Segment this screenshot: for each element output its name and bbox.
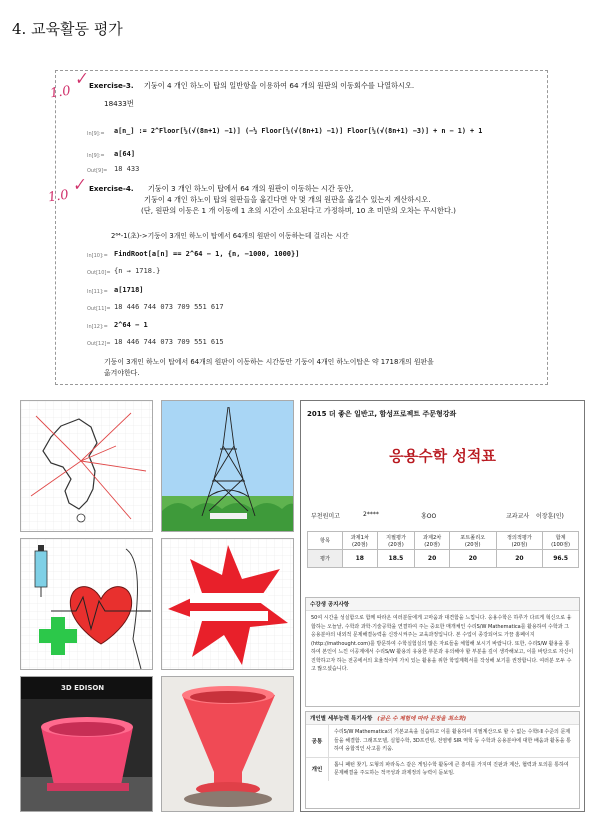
common-text: 수리S/W Mathematica의 기본교육을 실습하고 이를 활용하여 지필계산으로 할 수 없는 수학Ⅰ·Ⅱ 수준의 문제들을 해결함. 그래프모델, 실험수학, 3D프린팅, 전염병 SIR 역학 등 수학과 응용분야에 대한 배움과 활동을 통하여 융합적인 사고를 키움. bbox=[334, 729, 571, 752]
exercise-4-row bbox=[89, 184, 353, 194]
out12-value: 18 446 744 073 709 551 615 bbox=[114, 338, 224, 346]
col-head: 과제1차 (20점) bbox=[343, 532, 378, 550]
col-head: 합계 (100점) bbox=[543, 532, 579, 550]
out10-value: {n → 1718.} bbox=[114, 267, 161, 275]
korea-map-drawing bbox=[21, 401, 153, 532]
exercise-4-note: 2⁶⁴-1(초)->기둥이 3개인 하노이 탑에서 64개의 원판이 이동하는데 걸리는 시간 bbox=[111, 232, 349, 240]
report-card bbox=[300, 400, 585, 812]
page-heading: 4. 교육활동 평가 bbox=[12, 20, 123, 38]
score-cell: 20 bbox=[415, 550, 450, 568]
score-head-cell: 평가 bbox=[308, 550, 343, 568]
notebook-panel bbox=[47, 67, 548, 385]
medical-drawing-tile bbox=[20, 538, 153, 670]
conclusion-line2: 옮겨야한다. bbox=[104, 369, 140, 377]
report-card-header: 2015 더 좋은 일반고, 함성프로젝트 주문형강좌 bbox=[307, 410, 457, 418]
in12-code: 2^64 − 1 bbox=[114, 321, 148, 329]
pen-stroke-1: ✓ bbox=[72, 67, 89, 90]
school-name: 부천원미고 bbox=[311, 513, 340, 520]
exercise-3-row bbox=[89, 81, 414, 91]
in9-code: a[n_] := 2^Floor[½(√(8n+1) −1)] (−½ Floor[½(√(8n+1) −1)] Floor[½(√(8n+1) −3)] + n − 1) + 1 bbox=[114, 127, 483, 135]
student-number: 2**** bbox=[363, 511, 379, 518]
col-head: 정의적평가 (20점) bbox=[496, 532, 543, 550]
exercise-4-line3: (단, 원판의 이동은 1 개 이동에 1 초의 시간이 소요된다고 가정하며, 10 초 미만의 오차는 무시한다.) bbox=[141, 206, 456, 215]
personal-section bbox=[305, 711, 580, 809]
grade-mark-1: 1.0 bbox=[49, 83, 72, 102]
printer-logo: 3D EDISON bbox=[61, 684, 105, 692]
eiffel-tower-tile bbox=[161, 400, 294, 532]
report-card-title: 응용수학 성적표 bbox=[389, 447, 496, 465]
out11-value: 18 446 744 073 709 551 617 bbox=[114, 303, 224, 311]
score-cell: 20 bbox=[449, 550, 496, 568]
teacher-label: 교과교사 bbox=[506, 513, 530, 520]
score-table-row bbox=[308, 550, 579, 568]
exercise-4-line1: 기둥이 3 개인 하노이 탑에서 64 개의 원판이 이동하는 시간 동안, bbox=[147, 184, 354, 193]
out11-label: Out[11]= bbox=[87, 306, 111, 312]
exercise-4-line2: 기둥이 4 개인 하노이 탑의 원판들을 옮긴다면 약 몇 개의 원판을 옮길수 있는지 계산하시오. bbox=[144, 195, 431, 204]
in12-label: In[12]:= bbox=[87, 324, 108, 330]
individual-label: 개인 bbox=[306, 758, 329, 781]
score-cell: 20 bbox=[496, 550, 543, 568]
in11-label: In[11]:= bbox=[87, 289, 108, 295]
in9b-label: In[9]:= bbox=[87, 153, 105, 159]
score-cell: 18 bbox=[343, 550, 378, 568]
individual-row bbox=[306, 758, 579, 781]
pen-stroke-2: ✓ bbox=[70, 173, 87, 196]
grade-mark-2: 1.0 bbox=[47, 187, 70, 206]
score-table-header-row bbox=[308, 532, 579, 550]
exercise-4-title: Exercise-4. bbox=[89, 184, 134, 193]
printed-vase-tile bbox=[161, 676, 294, 812]
col-head: 과제2차 (20점) bbox=[415, 532, 450, 550]
notice-text: 50여 시간을 성실함으로 함께 따라온 여러분들에게 고마움과 대견함을 느낍니다. 응용수학은 하루가 다르게 혁신으로 융합하는 오늘날, 수학과 과학·기술공학을 연결하여 주는 중요한 매개체인 수리S/W Mathematica를 활용하여 수학과 그 응용분야의 내외적 문제해결능력을 신장시켜주는 교육과정입니다. 본 수업이 종강되어도 가끔 홈페이지(http://mathought.com)를 방문하여 수학실험실의 많은 자료들을 체험해 보시기 바랍니다. 또한, 수리S/W 활용을 통하여 본인이 느낀 이공계에서 수리S/W 활용의 유용한 부분과 유의해야 할 부분을 깊이 생각해보고, 이를 바탕으로 자신이 진학하고자 하는 전공에서의 효율적이며 가치 있는 활용을 위한 학업계획서를 작성해 보기를 권장합니다. 여러분 모두 수고 많으셨습니다. bbox=[311, 615, 574, 672]
printed-bowl-tile bbox=[20, 676, 153, 812]
printed-bowl-drawing bbox=[21, 677, 153, 812]
printed-vase-drawing bbox=[162, 677, 294, 812]
notice-heading: 수강생 공지사항 bbox=[306, 598, 579, 611]
korea-map-tile bbox=[20, 400, 153, 532]
personal-heading-row bbox=[306, 712, 579, 725]
out9-value: 18 433 bbox=[114, 165, 140, 173]
individual-text: 톱니 패턴 찾기, 도형의 파라독스 같은 게임수학 활동에 큰 흥미를 가지며 진판과 계산, 협력과 토의를 통하여 문제해결을 주도하는 적극성과 과제정의 능력이 돋보임. bbox=[334, 761, 569, 776]
score-cell: 96.5 bbox=[543, 550, 579, 568]
out9-label: Out[9]= bbox=[87, 168, 108, 174]
exercise-3-answer: 18433번 bbox=[104, 99, 134, 108]
in10-code: FindRoot[a[n] == 2^64 − 1, {n, −1000, 1000}] bbox=[114, 250, 300, 258]
col-head: 포트폴리오 (20점) bbox=[449, 532, 496, 550]
in9-label: In[9]:= bbox=[87, 131, 105, 137]
out12-label: Out[12]= bbox=[87, 341, 111, 347]
in11-code: a[1718] bbox=[114, 286, 144, 294]
teacher-name: 이장훈(인) bbox=[536, 513, 564, 520]
exercise-3-title: Exercise-3. bbox=[89, 81, 134, 90]
row-head-cell: 항목 bbox=[308, 532, 343, 550]
common-row bbox=[306, 725, 579, 758]
notice-section bbox=[305, 597, 580, 707]
student-name: 홍OO bbox=[421, 513, 437, 520]
score-table bbox=[307, 531, 579, 568]
common-label: 공통 bbox=[306, 725, 329, 757]
star-equals-tile bbox=[161, 538, 294, 670]
score-cell: 18.5 bbox=[377, 550, 415, 568]
out10-label: Out[10]= bbox=[87, 270, 111, 276]
medical-drawing bbox=[21, 539, 153, 670]
in10-label: In[10]:= bbox=[87, 253, 108, 259]
star-equals-drawing bbox=[162, 539, 294, 670]
conclusion-line1: 기둥이 3개인 하노이 탑에서 64개의 원판이 이동하는 시간동안 기둥이 4개인 하노이탑은 약 1718개의 원판을 bbox=[104, 358, 434, 366]
eiffel-tower-drawing bbox=[162, 401, 294, 532]
col-head: 지필평가 (20점) bbox=[377, 532, 415, 550]
in9b-code: a[64] bbox=[114, 150, 136, 158]
exercise-3-text: 기둥이 4 개인 하노이 탑의 일반항을 이용하여 64 개의 원판의 이동회수를 나열하시오. bbox=[143, 81, 415, 90]
personal-heading: 개인별 세부능력 특기사항 bbox=[310, 716, 373, 722]
personal-heading-note: (굵은 수 체험에 따라 문장을 최소화) bbox=[377, 716, 467, 722]
